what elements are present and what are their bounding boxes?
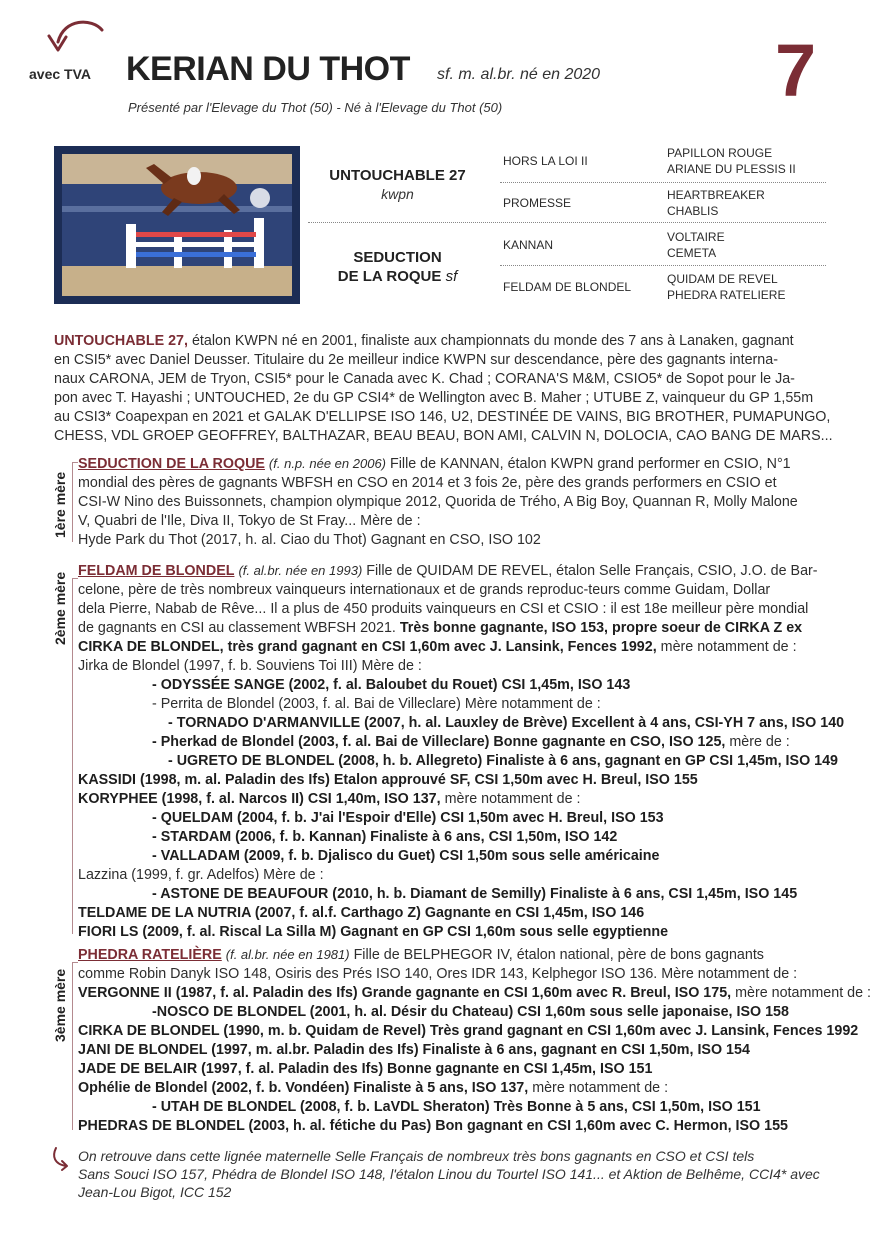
dam1-label: 1ère mère <box>52 471 68 538</box>
produce-line: KORYPHEE (1998, f. al. Narcos II) CSI 1,40m, ISO 137, mère notamment de : <box>78 791 581 807</box>
dam2-intro: FELDAM DE BLONDEL (f. al.br. née en 1993) Fille de QUIDAM DE REVEL, étalon Selle Français, CSIO, J.O. de Bar- <box>78 563 818 579</box>
pedigree-sire-dam: PROMESSE <box>503 196 572 210</box>
produce-line: -NOSCO DE BLONDEL (2001, h. al. Désir du Chateau) CSI 1,60m sous selle japonaise, ISO 158 <box>152 1004 789 1020</box>
produce-line: TELDAME DE LA NUTRIA (2007, f. al.f. Carthago Z) Gagnante en CSI 1,45m, ISO 146 <box>78 905 645 921</box>
pedigree-dam-line1: SEDUCTION <box>353 249 442 266</box>
dam1-name: SEDUCTION DE LA ROQUE <box>78 456 265 472</box>
produce-line: - TORNADO D'ARMANVILLE (2007, h. al. Lauxley de Brève) Excellent à 4 ans, CSI-YH 7 ans, ISO 140 <box>168 715 845 731</box>
bracket <box>72 962 73 1130</box>
produce-line: - Pherkad de Blondel (2003, f. al. Bai de Villeclare) Bonne gagnante en CSO, ISO 125, mère de : <box>152 734 790 750</box>
produce-line: VERGONNE II (1987, f. al. Paladin des Ifs) Grande gagnante en CSI 1,60m avec R. Breul, ISO 175, mère notamment de : <box>78 985 871 1001</box>
pedigree-sire: UNTOUCHABLE 27 <box>329 167 466 184</box>
produce-line: PHEDRAS DE BLONDEL (2003, h. al. fétiche du Pas) Bon gagnant en CSI 1,60m avec C. Hermon, ISO 155 <box>78 1118 789 1134</box>
produce-line: FIORI LS (2009, f. al. Riscal La Silla M) Gagnant en GP CSI 1,60m sous selle egyptienne <box>78 924 669 940</box>
dam2-name: FELDAM DE BLONDEL <box>78 563 235 579</box>
curved-arrow-icon <box>44 20 106 62</box>
divider <box>500 182 826 183</box>
text-line: dela Pierre, Nabab de Rêve... Il a plus de 450 produits vainqueurs en CSI et CSIO : il est 18e meilleur père mondial <box>78 601 809 617</box>
produce-line: CIRKA DE BLONDEL (1990, m. b. Quidam de Revel) Très grand gagnant en CSI 1,60m avec J. Lansink, Fences 1992 <box>78 1023 859 1039</box>
text-line: comme Robin Danyk ISO 148, Osiris des Prés ISO 140, Ores IDR 143, Kelphegor ISO 136. Mère notamment de : <box>78 966 798 982</box>
divider <box>500 265 826 266</box>
text-line: en CSI5* avec Daniel Deusser. Titulaire du 2e meilleur indice KWPN sur descendance, père des gagnants interna- <box>54 352 778 368</box>
produce-line: JANI DE BLONDEL (1997, m. al.br. Paladin des Ifs) Finaliste à 6 ans, gagnant en CSI 1,50m, ISO 154 <box>78 1042 750 1058</box>
produce-line: - VALLADAM (2009, f. b. Djalisco du Guet) CSI 1,50m sous selle américaine <box>152 848 660 864</box>
text-line: pon avec T. Hayashi ; UNTOUCHED, 2e du GP CSI4* de Wellington avec B. Maher ; UTUBE Z, vainqueur du GP 1,55m <box>54 390 814 406</box>
text-line: CIRKA DE BLONDEL, très grand gagnant en CSI 1,60m avec J. Lansink, Fences 1992, mère notamment de : <box>78 639 797 655</box>
pedigree-g7: QUIDAM DE REVEL <box>667 272 778 286</box>
pedigree-dam-line2: DE LA ROQUE sf <box>337 268 458 285</box>
pedigree-dam-studbook: sf <box>445 268 458 285</box>
dam3-label: 3ème mère <box>52 968 68 1042</box>
dam1-intro: SEDUCTION DE LA ROQUE (f. n.p. née en 2006) Fille de KANNAN, étalon KWPN grand performer en CSIO, N°1 <box>78 456 791 472</box>
text-line: naux CARONA, JEM de Tryon, CSI5* pour le Canada avec K. Chad ; CORANA'S M&M, CSIO5* de Sopot pour le Ja- <box>54 371 795 387</box>
presented-by: Présenté par l'Elevage du Thot (50) - Né à l'Elevage du Thot (50) <box>128 100 503 115</box>
pedigree-g8: PHEDRA RATELIERE <box>667 288 786 302</box>
text-line: CHESS, VDL GROEP GEOFFREY, BALTHAZAR, BEAU BEAU, BON AMI, CALVIN N, DOLOCIA, CAO BANG DE MARS... <box>54 428 833 444</box>
curved-arrow-icon <box>50 1146 72 1172</box>
dam2-label: 2ème mère <box>52 571 68 645</box>
pedigree-sire-studbook: kwpn <box>381 186 414 202</box>
pedigree-dam-dam: FELDAM DE BLONDEL <box>503 280 632 294</box>
text-line: CSI-W Nino des Buissonnets, champion olympique 2012, Quorida de Trého, A Big Boy, Quannan R, Molly Malone <box>78 494 798 510</box>
produce-line: - Perrita de Blondel (2003, f. al. Bai de Villeclare) Mère notamment de : <box>152 696 601 712</box>
text-line: V, Quabri de l'Ile, Diva II, Tokyo de St Fray... Mère de : <box>78 513 421 529</box>
produce-line: - UTAH DE BLONDEL (2008, f. b. LaVDL Sheraton) Très Bonne à 5 ans, CSI 1,50m, ISO 151 <box>152 1099 761 1115</box>
footer-note <box>78 1147 826 1201</box>
text-line: celone, père de très nombreux vainqueurs internationaux et de grands reproduc-teurs comme Guidam, Dollar <box>78 582 771 598</box>
vat-label: avec TVA <box>29 66 91 82</box>
produce-line: Jirka de Blondel (1997, f. b. Souviens Toi III) Mère de : <box>78 658 422 674</box>
pedigree-g2: ARIANE DU PLESSIS II <box>667 162 796 176</box>
produce-line: JADE DE BELAIR (1997, f. al. Paladin des Ifs) Bonne gagnante en CSI 1,45m, ISO 151 <box>78 1061 653 1077</box>
produce-line: - ASTONE DE BEAUFOUR (2010, h. b. Diamant de Semilly) Finaliste à 6 ans, CSI 1,45m, ISO 145 <box>152 886 798 902</box>
footer-line: On retrouve dans cette lignée maternelle Selle Français de nombreux très bons gagnants en CSO et CSI tels <box>78 1148 755 1164</box>
footer-line: Sans Souci ISO 157, Phédra de Blondel ISO 148, l'étalon Linou du Tourtel ISO 141... et Aktion de Belhême, CCI4* avec <box>78 1166 820 1182</box>
produce-line: - STARDAM (2006, f. b. Kannan) Finaliste à 6 ans, CSI 1,50m, ISO 142 <box>152 829 618 845</box>
pedigree-g3: HEARTBREAKER <box>667 188 765 202</box>
pedigree-sire-sire: HORS LA LOI II <box>503 154 588 168</box>
pedigree-g1: PAPILLON ROUGE <box>667 146 773 160</box>
pedigree-g5: VOLTAIRE <box>667 230 725 244</box>
text-line: Hyde Park du Thot (2017, h. al. Ciao du Thot) Gagnant en CSO, ISO 102 <box>78 532 541 548</box>
produce-line: - QUELDAM (2004, f. b. J'ai l'Espoir d'Elle) CSI 1,50m avec H. Breul, ISO 153 <box>152 810 664 826</box>
pedigree-g4: CHABLIS <box>667 204 719 218</box>
divider <box>308 222 826 223</box>
horse-photo <box>54 146 300 304</box>
pedigree-g6: CEMETA <box>667 246 717 260</box>
produce-line: - ODYSSÉE SANGE (2002, f. al. Baloubet du Rouet) CSI 1,45m, ISO 143 <box>152 677 631 693</box>
sire-paragraph: UNTOUCHABLE 27, étalon KWPN né en 2001, finaliste aux championnats du monde des 7 ans à Lanaken, gagnant <box>54 333 794 349</box>
horse-name: KERIAN DU THOT <box>126 50 410 88</box>
produce-line: KASSIDI (1998, m. al. Paladin des Ifs) Etalon approuvé SF, CSI 1,50m avec H. Breul, ISO 155 <box>78 772 698 788</box>
footer-line: Jean-Lou Bigot, ICC 152 <box>78 1184 232 1200</box>
text-line: mondial des pères de gagnants WBFSH en CSO en 2014 et 3 fois 2e, père des grands performers en CSIO et <box>78 475 777 491</box>
dam3-name: PHEDRA RATELIÈRE <box>78 947 222 963</box>
lot-number: 7 <box>775 29 817 112</box>
dam3-intro: PHEDRA RATELIÈRE (f. al.br. née en 1981) Fille de BELPHEGOR IV, étalon national, père de bons gagnants <box>78 947 764 963</box>
horse-description: sf. m. al.br. né en 2020 <box>437 66 601 83</box>
produce-line: Ophélie de Blondel (2002, f. b. Vondéen) Finaliste à 5 ans, ISO 137, mère notamment de : <box>78 1080 669 1096</box>
text-line: de gagnants en CSI au classement WBFSH 2021. Très bonne gagnante, ISO 153, propre soeur de CIRKA Z ex <box>78 620 803 636</box>
text-line: au CSI3* Coapexpan en 2021 et GALAK D'ELLIPSE ISO 146, U2, DESTINÉE DE VAINS, BIG BROTHER, PUMAPUNGO, <box>54 409 831 425</box>
bracket <box>72 462 73 542</box>
bracket <box>72 578 73 934</box>
pedigree-dam-sire: KANNAN <box>503 238 554 252</box>
produce-line: - UGRETO DE BLONDEL (2008, h. b. Allegreto) Finaliste à 6 ans, gagnant en GP CSI 1,45m, ISO 149 <box>168 753 839 769</box>
produce-line: Lazzina (1999, f. gr. Adelfos) Mère de : <box>78 867 324 883</box>
